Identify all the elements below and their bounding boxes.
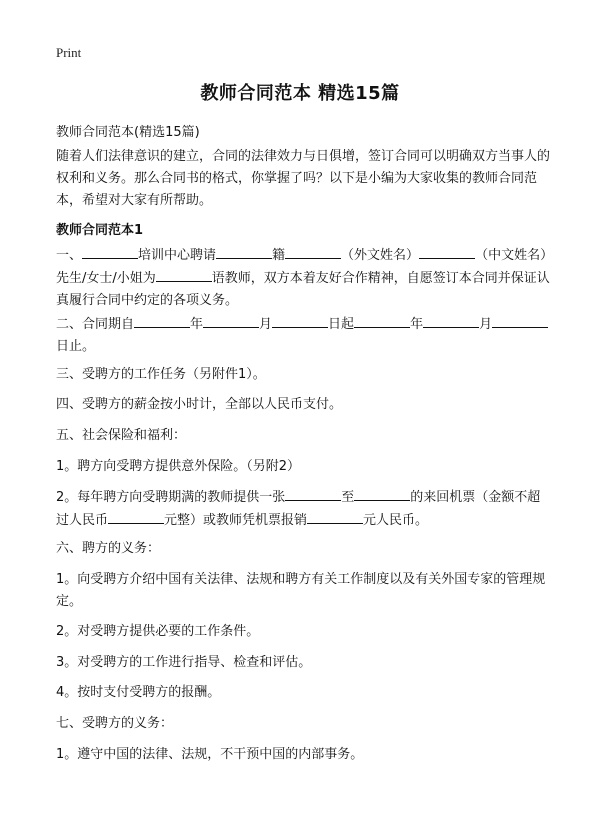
blank-line	[492, 313, 548, 328]
clause-text: （外文姓名）	[341, 248, 420, 263]
clause-5-1: 1。聘方向受聘方提供意外保险。（另附2）	[56, 459, 301, 474]
clause-6-2: 2。对受聘方提供必要的工作条件。	[56, 624, 260, 639]
clause-2	[56, 313, 552, 358]
blank-line	[134, 313, 190, 328]
clause-6-3: 3。对受聘方的工作进行指导、检查和评估。	[56, 655, 312, 670]
clause-5-2	[56, 486, 552, 532]
blank-line	[156, 267, 212, 282]
blank-line	[354, 486, 410, 501]
clause-text: 语教师，双方本着友好合作精神，自愿签订本合同并保证认真履行合同中约定的各项义务。	[56, 271, 550, 308]
clause-text: （中文姓名）先生/女士/小姐为	[56, 248, 547, 286]
clause-text: 年	[190, 317, 204, 332]
clause-7: 七、受聘方的义务：	[56, 716, 174, 731]
blank-line	[203, 313, 259, 328]
blank-line	[82, 244, 138, 259]
page-title: 教师合同范本 精选15篇	[200, 83, 400, 104]
clause-1	[56, 244, 552, 312]
blank-line	[108, 509, 164, 524]
clause-3: 三、受聘方的工作任务（另附件1）。	[56, 367, 266, 382]
section-heading: 教师合同范本1	[56, 223, 144, 238]
clause-text: 一、	[56, 248, 83, 263]
clause-text: 的来回机票（金额不超过人民币	[56, 490, 541, 528]
blank-line	[285, 486, 341, 501]
blank-line	[354, 313, 410, 328]
clause-text: 月	[259, 317, 273, 332]
clause-6: 六、聘方的义务：	[56, 541, 161, 556]
clause-6-4: 4。按时支付受聘方的报酬。	[56, 685, 221, 700]
blank-line	[307, 509, 363, 524]
clause-4: 四、受聘方的薪金按小时计，全部以人民币支付。	[56, 397, 343, 412]
clause-text: 日止。	[56, 339, 96, 354]
clause-text: 二、合同期自	[56, 317, 135, 332]
clause-6-1: 1。向受聘方介绍中国有关法律、法规和聘方有关工作制度以及有关外国专家的管理规定。	[56, 572, 546, 609]
blank-line	[272, 313, 328, 328]
blank-line	[423, 313, 479, 328]
clause-text: 2。每年聘方向受聘期满的教师提供一张	[56, 490, 286, 505]
blank-line	[216, 244, 272, 259]
clause-7-1: 1。遵守中国的法律、法规，不干预中国的内部事务。	[56, 747, 364, 762]
document-subtitle: 教师合同范本(精选15篇)	[56, 125, 200, 140]
print-link[interactable]: Print	[56, 45, 82, 60]
clause-text: 年	[410, 317, 424, 332]
clause-text: 月	[479, 317, 493, 332]
clause-text: 籍	[272, 248, 286, 263]
clause-text: 日起	[328, 317, 355, 332]
clause-5: 五、社会保险和福利：	[56, 428, 187, 443]
blank-line	[419, 244, 475, 259]
clause-text: 元整）或教师凭机票报销	[164, 513, 308, 528]
clause-text: 培训中心聘请	[138, 248, 217, 263]
intro-paragraph: 随着人们法律意识的建立，合同的法律效力与日俱增，签订合同可以明确双方当事人的权利和义务。那么合同书的格式，你掌握了吗？以下是小编为大家收集的教师合同范本，希望对大家有所帮助。	[56, 149, 551, 208]
blank-line	[285, 244, 341, 259]
clause-text: 元人民币。	[363, 513, 429, 528]
clause-text: 至	[341, 490, 355, 505]
